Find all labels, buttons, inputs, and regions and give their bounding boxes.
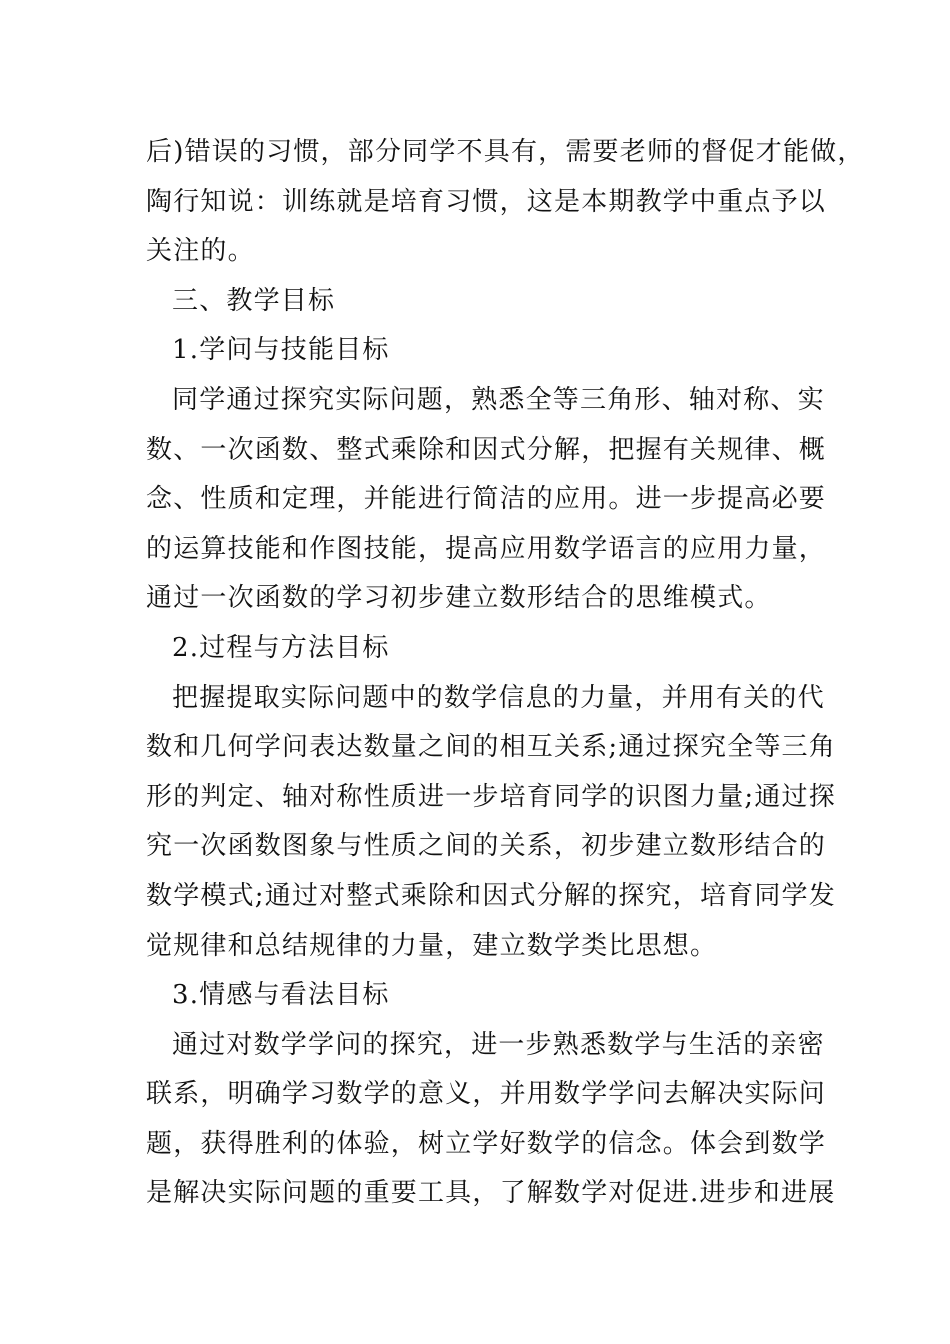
subsection-heading: 3.情感与看法目标 bbox=[172, 980, 390, 1011]
section-heading: 三、教学目标 bbox=[172, 285, 336, 316]
paragraph-line: 数和几何学问表达数量之间的相互关系;通过探究全等三角 bbox=[146, 732, 836, 763]
paragraph-line: 通过一次函数的学习初步建立数形结合的思维模式。 bbox=[146, 583, 772, 614]
paragraph-line: 是解决实际问题的重要工具，了解数学对促进.进步和进展 bbox=[146, 1178, 836, 1209]
paragraph-line: 陶行知说：训练就是培育习惯，这是本期教学中重点予以 bbox=[146, 186, 827, 217]
paragraph-line: 数学模式;通过对整式乘除和因式分解的探究，培育同学发 bbox=[146, 880, 836, 911]
paragraph-line: 形的判定、轴对称性质进一步培育同学的识图力量;通过探 bbox=[146, 781, 836, 812]
paragraph-line: 题，获得胜利的体验，树立学好数学的信念。体会到数学 bbox=[146, 1128, 827, 1159]
subsection-heading: 1.学问与技能目标 bbox=[172, 335, 390, 366]
paragraph-line: 的运算技能和作图技能，提高应用数学语言的应用力量， bbox=[146, 533, 827, 564]
paragraph-line: 后)错误的习惯，部分同学不具有，需要老师的督促才能做， bbox=[146, 137, 865, 167]
paragraph-line: 觉规律和总结规律的力量，建立数学类比思想。 bbox=[146, 930, 718, 961]
paragraph-line: 通过对数学学问的探究，进一步熟悉数学与生活的亲密 bbox=[172, 1029, 825, 1060]
paragraph-line: 究一次函数图象与性质之间的关系，初步建立数形结合的 bbox=[146, 831, 827, 862]
paragraph-line: 同学通过探究实际问题，熟悉全等三角形、轴对称、实 bbox=[172, 384, 825, 415]
paragraph-line: 把握提取实际问题中的数学信息的力量，并用有关的代 bbox=[172, 682, 825, 713]
document-body bbox=[146, 128, 865, 1219]
paragraph-line: 关注的。 bbox=[146, 236, 255, 267]
paragraph-line: 念、性质和定理，并能进行简洁的应用。进一步提高必要 bbox=[146, 484, 827, 515]
subsection-heading: 2.过程与方法目标 bbox=[172, 632, 390, 663]
paragraph-line: 联系，明确学习数学的意义，并用数学学问去解决实际问 bbox=[146, 1079, 827, 1110]
paragraph-line: 数、一次函数、整式乘除和因式分解，把握有关规律、概 bbox=[146, 434, 827, 465]
